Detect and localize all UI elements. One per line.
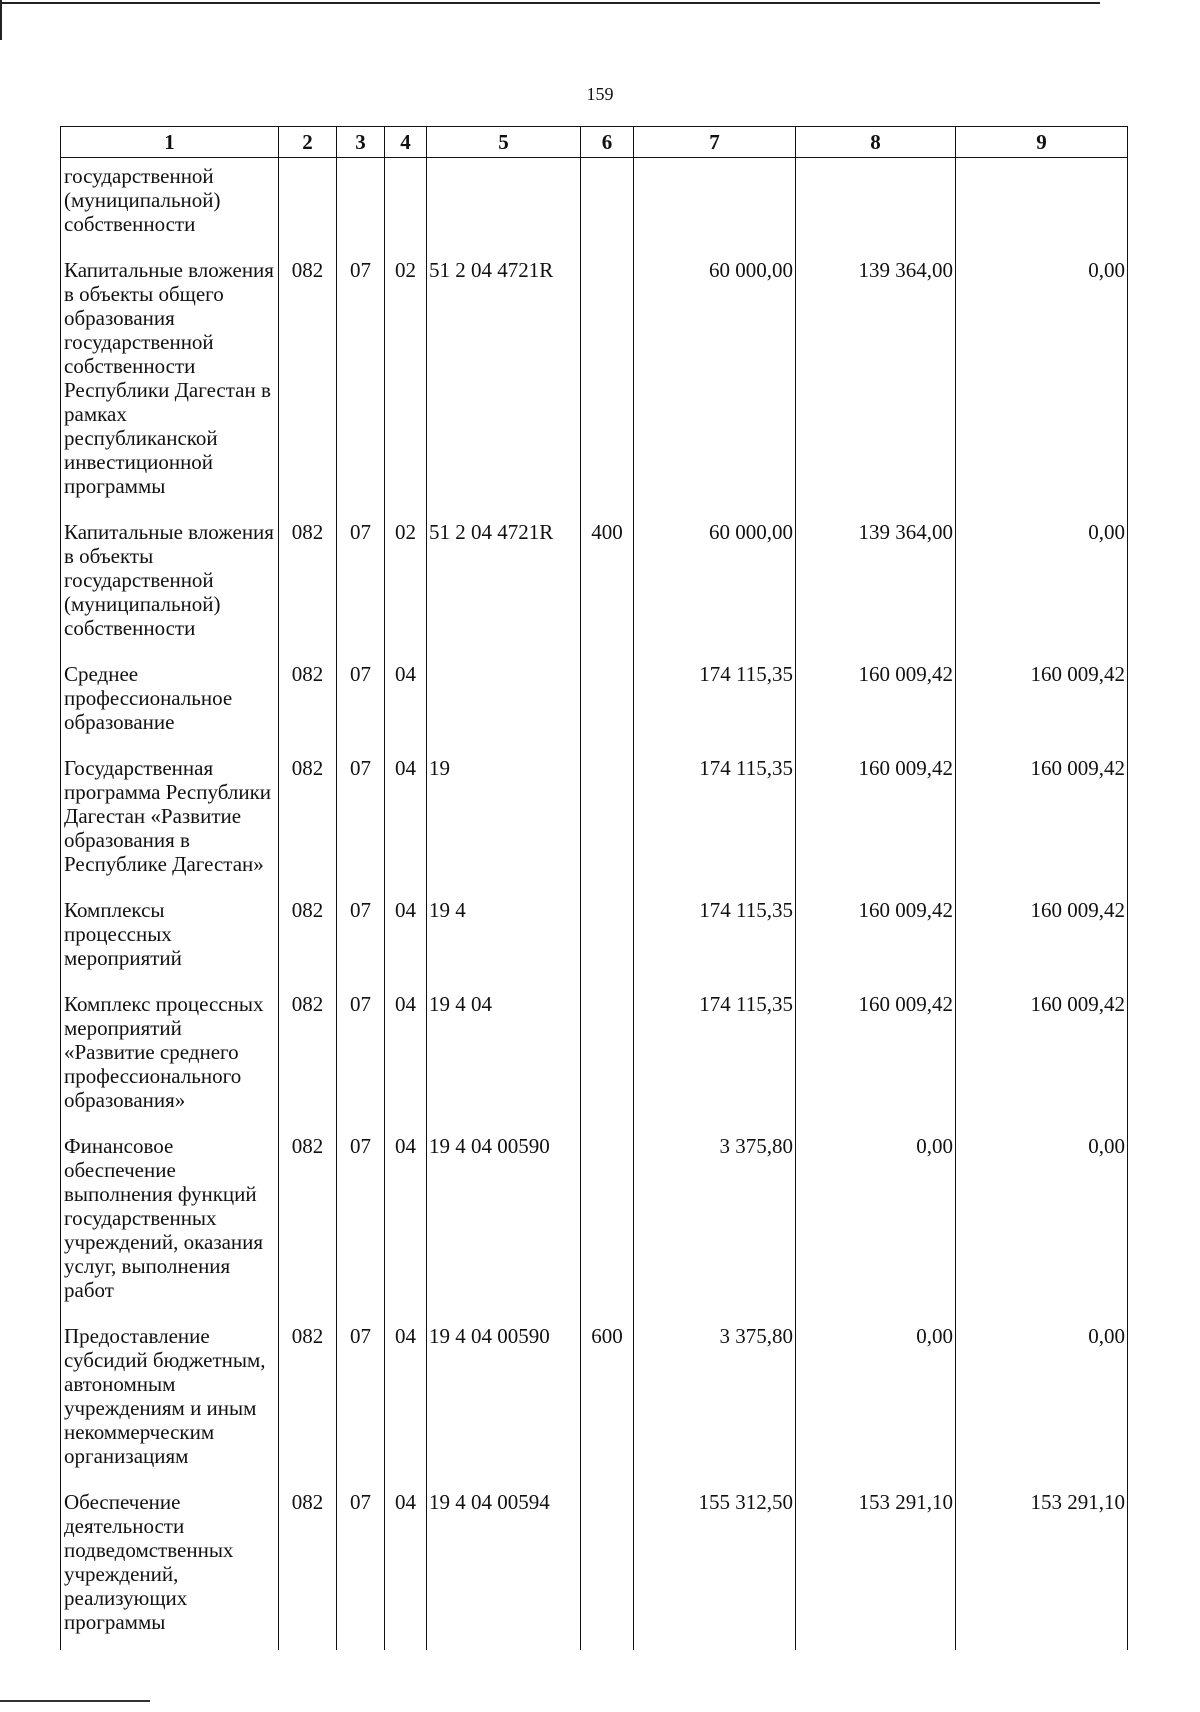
cell-expense-type: 400 <box>581 514 634 656</box>
cell-amount-col7: 3 375,80 <box>634 1128 796 1318</box>
cell-amount-col7: 174 115,35 <box>634 656 796 750</box>
cell-section <box>337 158 385 253</box>
cell-expense-type <box>581 892 634 986</box>
cell-amount-col9 <box>956 158 1128 253</box>
cell-name: Капитальные вложения в объекты государственной (муниципальной) собственности <box>61 514 279 656</box>
cell-ministry: 082 <box>279 986 337 1128</box>
cell-subsection: 04 <box>385 1318 427 1484</box>
cell-amount-col9: 0,00 <box>956 1318 1128 1484</box>
cell-amount-col7: 174 115,35 <box>634 892 796 986</box>
cell-section: 07 <box>337 1318 385 1484</box>
cell-amount-col8: 153 291,10 <box>796 1484 956 1650</box>
cell-section: 07 <box>337 252 385 514</box>
cell-name: Капитальные вложения в объекты общего образования государственной собственности Республики Дагестан в рамках республиканской инвестиционной программы <box>61 252 279 514</box>
cell-amount-col9: 160 009,42 <box>956 986 1128 1128</box>
cell-amount-col8: 160 009,42 <box>796 750 956 892</box>
cell-amount-col8 <box>796 158 956 253</box>
cell-amount-col8: 160 009,42 <box>796 986 956 1128</box>
cell-expense-type <box>581 158 634 253</box>
table-body <box>61 158 1128 1651</box>
cell-target-article: 51 2 04 4721R <box>427 514 581 656</box>
cell-ministry: 082 <box>279 1318 337 1484</box>
cell-target-article: 19 4 04 00594 <box>427 1484 581 1650</box>
cell-expense-type <box>581 1128 634 1318</box>
cell-amount-col8: 160 009,42 <box>796 656 956 750</box>
cell-amount-col8: 160 009,42 <box>796 892 956 986</box>
cell-target-article: 19 4 04 00590 <box>427 1318 581 1484</box>
cell-subsection: 04 <box>385 750 427 892</box>
cell-subsection: 04 <box>385 1128 427 1318</box>
cell-target-article: 19 <box>427 750 581 892</box>
cell-amount-col9: 153 291,10 <box>956 1484 1128 1650</box>
cell-amount-col7: 60 000,00 <box>634 514 796 656</box>
table-row <box>61 158 1128 253</box>
cell-target-article: 19 4 04 <box>427 986 581 1128</box>
cell-amount-col9: 0,00 <box>956 252 1128 514</box>
cell-amount-col7: 174 115,35 <box>634 986 796 1128</box>
cell-name: Среднее профессиональное образование <box>61 656 279 750</box>
cell-target-article: 19 4 04 00590 <box>427 1128 581 1318</box>
cell-ministry: 082 <box>279 252 337 514</box>
cell-ministry: 082 <box>279 656 337 750</box>
cell-expense-type <box>581 986 634 1128</box>
cell-amount-col9: 160 009,42 <box>956 892 1128 986</box>
cell-section: 07 <box>337 892 385 986</box>
cell-ministry: 082 <box>279 514 337 656</box>
cell-subsection: 04 <box>385 1484 427 1650</box>
cell-ministry: 082 <box>279 1484 337 1650</box>
cell-expense-type <box>581 252 634 514</box>
cell-section: 07 <box>337 986 385 1128</box>
page-number: 159 <box>586 84 614 104</box>
scan-border-left <box>0 0 2 40</box>
cell-amount-col9: 0,00 <box>956 1128 1128 1318</box>
cell-expense-type <box>581 750 634 892</box>
cell-subsection: 04 <box>385 892 427 986</box>
scan-border-top <box>0 2 1100 4</box>
cell-amount-col7: 3 375,80 <box>634 1318 796 1484</box>
table-row <box>61 1128 1128 1318</box>
cell-amount-col9: 160 009,42 <box>956 656 1128 750</box>
cell-subsection: 02 <box>385 514 427 656</box>
cell-expense-type <box>581 656 634 750</box>
header-col-3: 3 <box>337 127 385 158</box>
cell-section: 07 <box>337 1484 385 1650</box>
header-col-9: 9 <box>956 127 1128 158</box>
cell-ministry <box>279 158 337 253</box>
cell-subsection: 02 <box>385 252 427 514</box>
header-col-2: 2 <box>279 127 337 158</box>
cell-subsection: 04 <box>385 986 427 1128</box>
cell-amount-col7: 60 000,00 <box>634 252 796 514</box>
cell-amount-col8: 0,00 <box>796 1128 956 1318</box>
cell-amount-col8: 139 364,00 <box>796 252 956 514</box>
table-row <box>61 986 1128 1128</box>
budget-table <box>60 126 1128 1650</box>
cell-name: Комплекс процессных мероприятий «Развитие среднего профессионального образования» <box>61 986 279 1128</box>
cell-ministry: 082 <box>279 750 337 892</box>
cell-name: Обеспечение деятельности подведомственных учреждений, реализующих программы <box>61 1484 279 1650</box>
cell-amount-col8: 0,00 <box>796 1318 956 1484</box>
header-col-1: 1 <box>61 127 279 158</box>
cell-ministry: 082 <box>279 892 337 986</box>
header-col-4: 4 <box>385 127 427 158</box>
cell-target-article: 19 4 <box>427 892 581 986</box>
cell-name: государственной (муниципальной) собственности <box>61 158 279 253</box>
cell-section: 07 <box>337 1128 385 1318</box>
table-row <box>61 252 1128 514</box>
cell-section: 07 <box>337 656 385 750</box>
cell-subsection <box>385 158 427 253</box>
table-row <box>61 514 1128 656</box>
table-row <box>61 750 1128 892</box>
scan-border-bottom <box>0 1700 150 1702</box>
cell-target-article <box>427 656 581 750</box>
table-row <box>61 1318 1128 1484</box>
cell-name: Предоставление субсидий бюджетным, автономным учреждениям и иным некоммерческим организациям <box>61 1318 279 1484</box>
table-row <box>61 892 1128 986</box>
header-col-8: 8 <box>796 127 956 158</box>
cell-amount-col9: 0,00 <box>956 514 1128 656</box>
cell-target-article: 51 2 04 4721R <box>427 252 581 514</box>
cell-expense-type <box>581 1484 634 1650</box>
cell-subsection: 04 <box>385 656 427 750</box>
cell-section: 07 <box>337 514 385 656</box>
cell-target-article <box>427 158 581 253</box>
cell-section: 07 <box>337 750 385 892</box>
cell-amount-col8: 139 364,00 <box>796 514 956 656</box>
cell-ministry: 082 <box>279 1128 337 1318</box>
cell-expense-type: 600 <box>581 1318 634 1484</box>
header-col-7: 7 <box>634 127 796 158</box>
cell-name: Финансовое обеспечение выполнения функций государственных учреждений, оказания услуг, выполнения работ <box>61 1128 279 1318</box>
table-row <box>61 1484 1128 1650</box>
cell-amount-col7: 155 312,50 <box>634 1484 796 1650</box>
cell-name: Комплексы процессных мероприятий <box>61 892 279 986</box>
header-row <box>61 127 1128 158</box>
header-col-6: 6 <box>581 127 634 158</box>
cell-name: Государственная программа Республики Дагестан «Развитие образования в Республике Дагестан» <box>61 750 279 892</box>
cell-amount-col9: 160 009,42 <box>956 750 1128 892</box>
cell-amount-col7: 174 115,35 <box>634 750 796 892</box>
table-row <box>61 656 1128 750</box>
cell-amount-col7 <box>634 158 796 253</box>
header-col-5: 5 <box>427 127 581 158</box>
